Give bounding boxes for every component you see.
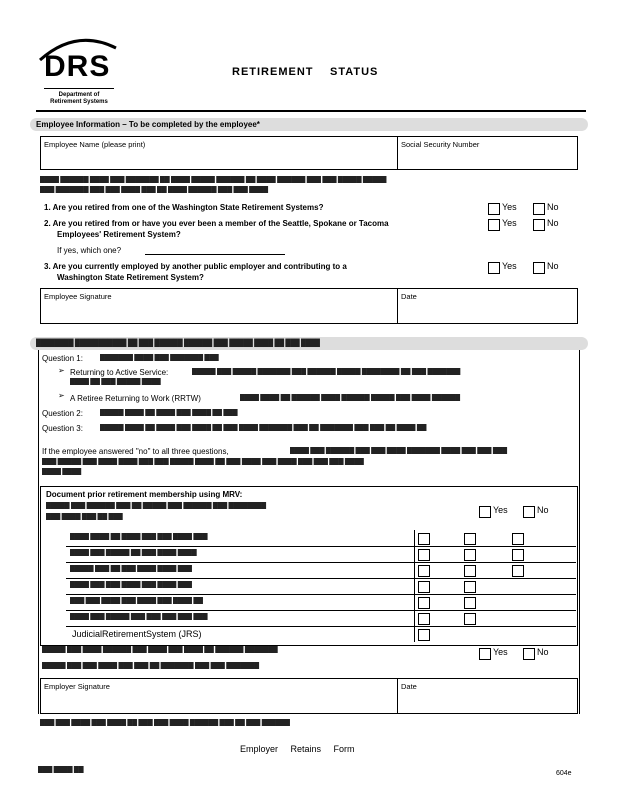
- mrv-note-yes-label: Yes: [493, 647, 508, 657]
- q1-no-label: No: [547, 202, 559, 212]
- title-word2: STATUS: [330, 66, 379, 78]
- question2-text: █████ ████ ██ ████ ███ ████ ██ ███: [100, 409, 238, 416]
- q1-yes-label: Yes: [502, 202, 517, 212]
- retiree-returning-label: A Retiree Returning to Work (RRTW): [70, 394, 201, 403]
- mrv-note-no-checkbox[interactable]: [523, 648, 535, 660]
- employee-date-label[interactable]: Date: [401, 292, 417, 301]
- mrv-no-label: No: [537, 505, 549, 515]
- system-row-5: ███ ███ ████ ███ ████ ███ ████ ██: [70, 597, 203, 604]
- systems-table: [66, 530, 576, 626]
- q1-no-checkbox[interactable]: [533, 203, 545, 215]
- question1-text: ███████ ████ ███ ███████ ███: [100, 354, 219, 361]
- q1-yes-checkbox[interactable]: [488, 203, 500, 215]
- logo-divider: [44, 88, 114, 89]
- returning-active-label: Returning to Active Service:: [70, 368, 169, 377]
- section2-bar: ████████ ███████████ ██ ███ ██████ ██████ ███ █████ ████ ██ ███ ████: [30, 337, 588, 350]
- mrv-text-2: ███ ████ ███ ██ ███: [46, 513, 123, 520]
- logo-sub2: Retirement Systems: [50, 99, 108, 105]
- system-checkbox[interactable]: [418, 549, 430, 561]
- system-row-1: ████ ████ ██ ████ ███ ███ ████ ███: [70, 533, 208, 540]
- employer-date-label[interactable]: Date: [401, 682, 417, 691]
- system-checkbox[interactable]: [464, 613, 476, 625]
- bullet-arrow-icon-2: ➢: [58, 391, 65, 400]
- system-checkbox[interactable]: [418, 565, 430, 577]
- q3-yes-label: Yes: [502, 261, 517, 271]
- system-checkbox[interactable]: [464, 549, 476, 561]
- form-code: ███ ████ ██: [38, 766, 84, 773]
- system-checkbox[interactable]: [418, 597, 430, 609]
- mrv-yes-label: Yes: [493, 505, 508, 515]
- system-checkbox[interactable]: [464, 565, 476, 577]
- employer-signature-label: Employer Signature: [44, 682, 110, 691]
- system-row-6: ████ ███ █████ ███ ███ ███ ███ ███: [70, 613, 208, 620]
- system-checkbox[interactable]: [418, 581, 430, 593]
- q2-which-label: If yes, which one?: [57, 246, 122, 255]
- doc-prior-label: Document prior retirement membership using MRV:: [46, 490, 243, 499]
- mrv-note-no-label: No: [537, 647, 549, 657]
- system-checkbox[interactable]: [512, 533, 524, 545]
- name-ssn-divider: [397, 137, 398, 169]
- signature-date-divider: [397, 289, 398, 323]
- question3-text: █████ ████ ██ ████ ███ ████ ██ ███ ████ ███████ ███ ██ ███████ ███ ███ ██ ████ ██: [100, 424, 427, 431]
- q3-yes-checkbox[interactable]: [488, 262, 500, 274]
- header-rule: [36, 110, 586, 112]
- q3-label-b: Washington State Retirement System?: [57, 273, 204, 282]
- system-checkbox[interactable]: [464, 533, 476, 545]
- mrv-note: █████ ███ ████ ██████ ███ ████ ███ ████ ██ ██████ ███████: [42, 646, 278, 653]
- section1-bar: Employee Information – To be completed by the employee*: [30, 118, 588, 131]
- form-number: 604e: [556, 770, 572, 777]
- system-checkbox[interactable]: [512, 549, 524, 561]
- logo-main: DRS: [44, 50, 111, 83]
- mrv-note-yes-checkbox[interactable]: [479, 648, 491, 660]
- retiree-returning-text: ████ ████ ██ ██████ ████ ██████ █████ ███ ████ ██████: [240, 394, 460, 401]
- system-checkbox[interactable]: [464, 597, 476, 609]
- logo-sub1: Department of: [58, 92, 100, 98]
- if-employee-label: If the employee answered "no" to all three questions,: [42, 447, 229, 456]
- instruction-text-2: ███ ███████ ███ ███ ████ ███ ██ ████ ██████ ███ ███ ████: [40, 186, 268, 193]
- title-word1: RETIREMENT: [232, 66, 314, 78]
- q2-no-checkbox[interactable]: [533, 219, 545, 231]
- instruction-text: ████ ██████ ████ ███ ███████ ██ ████ █████ ██████ ██ ████ ██████ ███ ███ █████ █████: [40, 176, 387, 183]
- q2-yes-label: Yes: [502, 218, 517, 228]
- q2-which-field[interactable]: [145, 254, 285, 255]
- employer-signature-date-divider: [397, 679, 398, 713]
- question1-label: Question 1:: [42, 354, 83, 363]
- employer-signature-box: [40, 678, 578, 714]
- q2-label: 2. Are you retired from or have you ever been a member of the Seattle, Spokane or Tacoma: [44, 219, 389, 228]
- judicial-label: JudicialRetirementSystem (JRS): [72, 629, 202, 639]
- q3-no-checkbox[interactable]: [533, 262, 545, 274]
- bullet-arrow-icon: ➢: [58, 366, 65, 375]
- q2-yes-checkbox[interactable]: [488, 219, 500, 231]
- q3-no-label: No: [547, 261, 559, 271]
- mrv-yes-checkbox[interactable]: [479, 506, 491, 518]
- mrv-text: █████ ███ ██████ ███ ██ █████ ███ ██████ ███ ████████: [46, 502, 266, 509]
- system-checkbox[interactable]: [418, 533, 430, 545]
- employee-name-box: [40, 136, 578, 170]
- system-row-3: █████ ███ ██ ███ ████ ████ ███: [70, 565, 192, 572]
- returning-active-text: █████ ███ █████ ███████ ███ ██████ █████ ████████ ██ ███ ███████: [192, 368, 461, 375]
- if-employee-text-2: ███ █████ ███ ████ ████ ███ ███ █████ ████ ██ ███ ████ ███ ████ ███ ███ ███ ████: [42, 458, 364, 465]
- mrv-no-checkbox[interactable]: [523, 506, 535, 518]
- employee-signature-label: Employee Signature: [44, 292, 112, 301]
- footer-note: ███ ███ ████ ███ ████ ██ ███ ███ ████ ██████ ███ ██ ███ ██████: [40, 719, 290, 726]
- employer-retains: Employer Retains Form: [240, 744, 355, 754]
- employee-signature-box: [40, 288, 578, 324]
- table-col-divider: [414, 530, 415, 642]
- if-employee-text: ████ ███ ██████ ███ ███ ████ ███████ ████ ███ ███ ███: [290, 447, 507, 454]
- system-row-2: ████ ███ █████ ██ ███ ████ ████: [70, 549, 197, 556]
- q3-label: 3. Are you currently employed by another public employer and contributing to a: [44, 262, 347, 271]
- system-checkbox[interactable]: [464, 581, 476, 593]
- q2-label-b: Employees' Retirement System?: [57, 230, 181, 239]
- mrv-note-2: █████ ███ ███ ████ ███ ███ ██ ███████ ███ ███ ███████: [42, 662, 259, 669]
- system-row-4: ████ ███ ███ ████ ███ ████ ███: [70, 581, 192, 588]
- system-checkbox[interactable]: [512, 565, 524, 577]
- question2-label: Question 2:: [42, 409, 83, 418]
- if-employee-text-3: ████ ████: [42, 468, 81, 475]
- q1-label: 1. Are you retired from one of the Washington State Retirement Systems?: [44, 203, 324, 212]
- system-checkbox[interactable]: [418, 613, 430, 625]
- judicial-checkbox[interactable]: [418, 629, 430, 641]
- drs-logo: [36, 34, 126, 108]
- employee-name-label: Employee Name (please print): [44, 140, 146, 149]
- q2-no-label: No: [547, 218, 559, 228]
- question3-label: Question 3:: [42, 424, 83, 433]
- ssn-label[interactable]: Social Security Number: [401, 140, 480, 149]
- returning-active-text-2: ████ ██ ███ █████ ████: [70, 378, 161, 385]
